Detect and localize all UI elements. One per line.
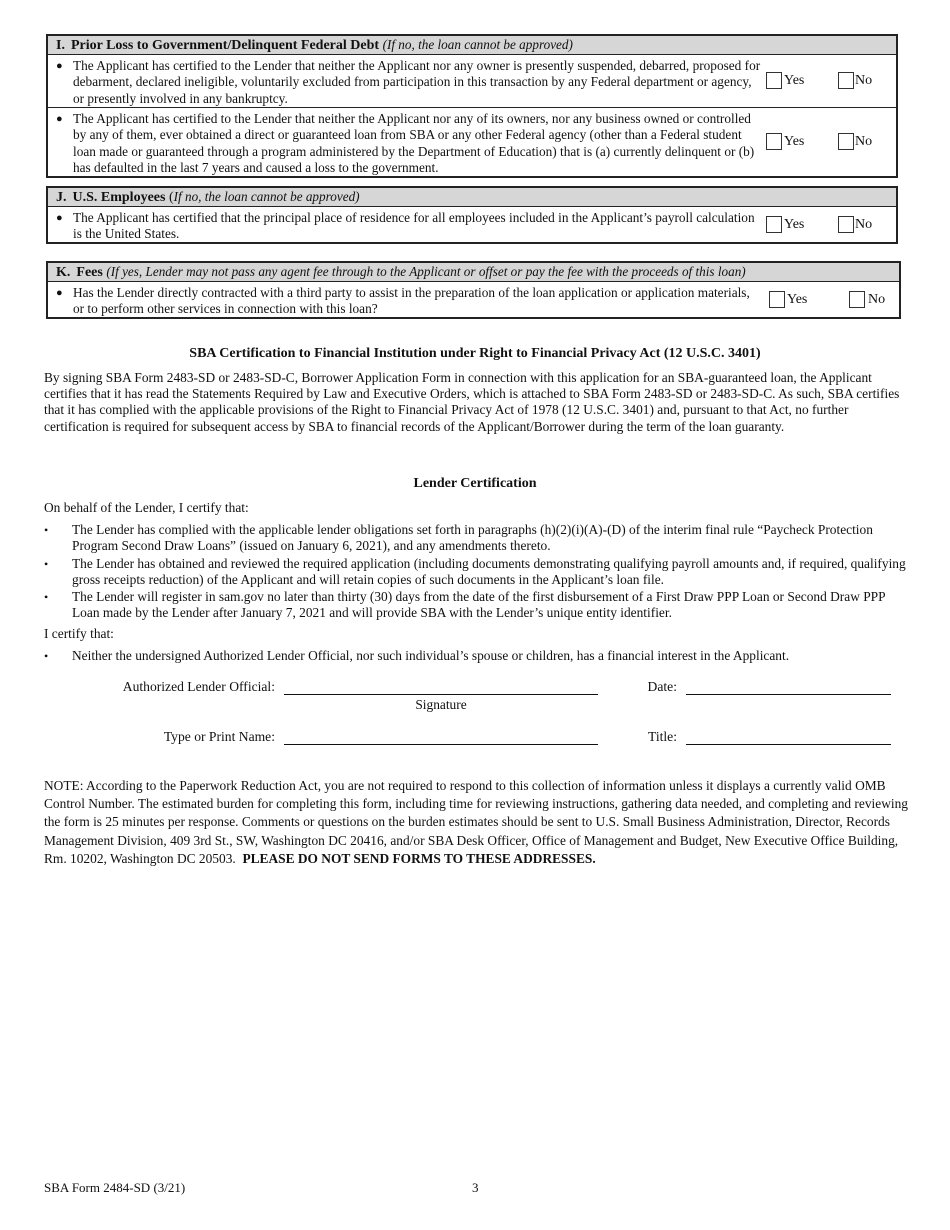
section-note: If no, the loan cannot be approved): [173, 189, 360, 204]
section-k: [46, 261, 901, 319]
lender-intro: On behalf of the Lender, I certify that:: [44, 500, 249, 515]
section-j: [46, 186, 898, 244]
form-number: SBA Form 2484-SD (3/21): [44, 1180, 186, 1195]
section-letter: I.: [56, 38, 65, 53]
bullet-icon: •: [44, 557, 49, 571]
section-note-paren: (: [168, 190, 174, 205]
bullet-icon: ●: [56, 113, 63, 125]
no-label: No: [868, 292, 886, 307]
section-i-header: [48, 36, 896, 55]
question-row: [48, 207, 896, 243]
date-field[interactable]: [686, 694, 891, 695]
question-text: The Applicant has certified to the Lender that neither the Applicant nor any owner is presently suspended, debarred, proposed for debarment, declared ineligible, voluntarily excluded from participation in this transaction by any Federal department or agency, or presently involved in any bankruptcy.: [73, 58, 761, 106]
yes-checkbox[interactable]: [766, 72, 782, 89]
section-letter: K.: [56, 265, 71, 280]
note-text: NOTE: According to the Paperwork Reduction Act, you are not required to respond to this collection of information unless it displays a currently valid OMB Control Number. The estimated burden for completing this form, including time for reviewing instructions, gathering data needed, and completing and reviewing the form is 25 minutes per response. Comments or questions on the burden estimates should be sent to U.S. Small Business Administration, Director, Records Management Division, 409 3rd St., SW, Washington DC 20416, and/or SBA Desk Officer, Office of Management and Budget, New Executive Office Building, Rm. 10202, Washington DC 20503.: [44, 778, 908, 866]
name-label: Type or Print Name:: [163, 729, 275, 744]
bullet-icon: ●: [56, 60, 63, 72]
title-field[interactable]: [686, 744, 891, 745]
lender-intro-2: I certify that:: [44, 626, 114, 641]
question-text: The Applicant has certified to the Lender that neither the Applicant nor any of its owners, nor any business owned or controlled by any of them, ever obtained a direct or guaranteed loan from SBA or any other Federal agency (other than a Federal student loan made or guaranteed through a program administered by the Department of Education) that is (a) currently delinquent or (b) has defaulted in the last 7 years and caused a loss to the government.: [73, 111, 755, 175]
lender-title: Lender Certification: [413, 476, 537, 491]
note-warning: PLEASE DO NOT SEND FORMS TO THESE ADDRESSES.: [242, 850, 596, 866]
date-label: Date:: [647, 679, 677, 694]
question-row: [48, 55, 896, 107]
yes-label: Yes: [787, 292, 808, 307]
privacy-title: SBA Certification to Financial Institution under Right to Financial Privacy Act (12 U.S.C. 3401): [189, 346, 761, 361]
no-label: No: [855, 134, 873, 149]
bullet-icon: •: [44, 649, 49, 663]
section-i: [46, 34, 898, 178]
yes-checkbox[interactable]: [766, 216, 782, 233]
yes-label: Yes: [784, 134, 805, 149]
no-label: No: [855, 73, 873, 88]
section-k-header: [48, 263, 899, 282]
privacy-body: By signing SBA Form 2483-SD or 2483-SD-C, Borrower Application Form in connection with this application for an SBA-guaranteed loan, the Applicant certifies that it has read the Statements Required by Law and Executive Orders, which is attached to SBA Form 2483-SD or 2483-SD-C. As such, SBA certifies that it has complied with the applicable provisions of the Right to Financial Privacy Act of 1978 (12 U.S.C. 3401) and, pursuant to that Act, no further certification is required for subsequent access by SBA to financial records of the Applicant/Borrower during the term of the loan guaranty.: [44, 370, 900, 434]
name-field[interactable]: [284, 744, 598, 745]
section-letter: J.: [56, 190, 67, 205]
signature-field[interactable]: [284, 694, 598, 695]
question-text: Has the Lender directly contracted with a third party to assist in the preparation of the loan application or application materials, or to perform other services in connection with this loan?: [73, 285, 750, 317]
section-title: U.S. Employees: [72, 190, 166, 205]
section-title: Fees: [76, 265, 103, 280]
page-number: 3: [472, 1180, 479, 1195]
section-title: Prior Loss to Government/Delinquent Federal Debt: [70, 38, 380, 53]
bullet-icon: •: [44, 523, 49, 537]
yes-checkbox[interactable]: [766, 133, 782, 150]
yes-label: Yes: [784, 217, 805, 232]
list-item-text: The Lender has obtained and reviewed the required application (including documents demonstrating qualifying payroll amounts and, if required, qualifying gross receipts reduction) of the Applicant and will retain copies of such documents in the Applicant’s loan file.: [72, 556, 906, 588]
question-row: [48, 282, 899, 318]
no-checkbox[interactable]: [838, 133, 854, 150]
no-label: No: [855, 217, 873, 232]
title-label: Title:: [648, 729, 677, 744]
signature-caption: Signature: [415, 697, 467, 712]
section-note: (If no, the loan cannot be approved): [382, 37, 573, 52]
no-checkbox[interactable]: [838, 216, 854, 233]
bullet-icon: ●: [56, 212, 63, 224]
official-label: Authorized Lender Official:: [122, 679, 275, 694]
yes-label: Yes: [784, 73, 805, 88]
list-item-text: The Lender has complied with the applicable lender obligations set forth in paragraphs (h)(2)(i)(A)-(D) of the interim final rule “Paycheck Protection Program Second Draw Loans” (issued on January 6, 2021), and any amendments thereto.: [72, 522, 873, 554]
question-row: [48, 107, 896, 177]
question-text: The Applicant has certified that the principal place of residence for all employees included in the Applicant’s payroll calculation is the United States.: [73, 210, 755, 242]
section-j-header: [48, 188, 896, 207]
paperwork-note: [44, 777, 914, 868]
list-item-text: Neither the undersigned Authorized Lender Official, nor such individual’s spouse or children, has a financial interest in the Applicant.: [72, 648, 790, 663]
bullet-icon: •: [44, 590, 49, 604]
list-item-text: The Lender will register in sam.gov no later than thirty (30) days from the date of the first disbursement of a First Draw PPP Loan or Second Draw PPP Loan made by the Lender after January 7, 2021 and will provide SBA with the Lender’s unique entity identifier.: [72, 589, 886, 621]
no-checkbox[interactable]: [849, 291, 865, 308]
bullet-icon: ●: [56, 287, 63, 299]
yes-checkbox[interactable]: [769, 291, 785, 308]
section-note: (If yes, Lender may not pass any agent fee through to the Applicant or offset or pay the fee with the proceeds of this loan): [106, 264, 746, 279]
no-checkbox[interactable]: [838, 72, 854, 89]
